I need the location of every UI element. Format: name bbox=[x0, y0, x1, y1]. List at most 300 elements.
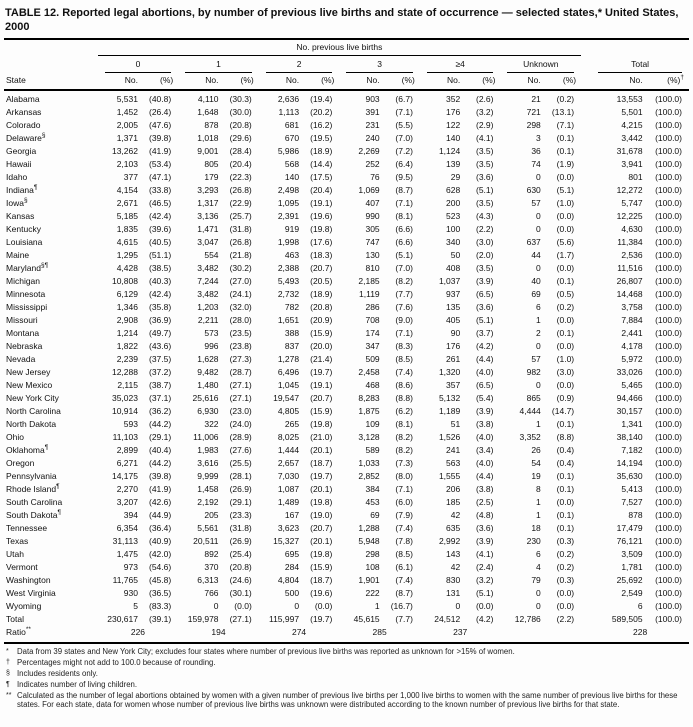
percent-cell: (19.1) bbox=[310, 380, 333, 390]
percent-cell: (30.0) bbox=[229, 107, 252, 117]
count-cell: 231 bbox=[365, 120, 380, 130]
count-cell: 695 bbox=[284, 549, 300, 559]
count-cell: 830 bbox=[446, 575, 461, 585]
pct-header: (%) bbox=[465, 73, 500, 90]
percent-cell: (100.0) bbox=[655, 341, 682, 351]
percent-cell: (20.9) bbox=[310, 315, 333, 325]
column-gap bbox=[581, 392, 591, 405]
percent-cell: (9.5) bbox=[395, 172, 413, 182]
percent-cell: (4.3) bbox=[475, 211, 494, 221]
footnote-marker: ** bbox=[6, 691, 12, 699]
percent-cell: (42.0) bbox=[149, 549, 172, 559]
state-name: New York City bbox=[6, 393, 59, 403]
footnote-mark: § bbox=[23, 197, 28, 205]
count-cell: 1,320 bbox=[438, 367, 461, 377]
count-cell: 122 bbox=[446, 120, 461, 130]
percent-cell: (20.1) bbox=[310, 536, 333, 546]
percent-cell: (28.9) bbox=[229, 432, 252, 442]
percent-cell: (20.7) bbox=[310, 523, 333, 533]
percent-cell: (39.8) bbox=[149, 133, 172, 143]
footnote-mark: ** bbox=[25, 626, 31, 634]
count-cell: 5,413 bbox=[621, 484, 643, 494]
percent-cell: (6.5) bbox=[475, 380, 494, 390]
percent-cell: (40.5) bbox=[149, 237, 172, 247]
count-cell: 370 bbox=[204, 562, 219, 572]
count-cell: 69 bbox=[531, 289, 541, 299]
count-cell: 394 bbox=[123, 510, 138, 520]
count-cell: 26 bbox=[531, 445, 541, 455]
percent-cell: (100.0) bbox=[655, 575, 682, 585]
count-cell: 176 bbox=[446, 107, 461, 117]
sub-header-row bbox=[4, 73, 689, 90]
table-row bbox=[4, 366, 689, 379]
count-cell: 0 bbox=[536, 341, 541, 351]
ratio-label: Ratio** bbox=[4, 626, 98, 643]
percent-cell: (7.6) bbox=[395, 302, 413, 312]
footnote-text: Percentages might not add to 100.0 because of rounding. bbox=[17, 657, 216, 667]
percent-cell: (19.6) bbox=[310, 211, 333, 221]
footnote-mark: ¶ bbox=[57, 509, 62, 517]
percent-cell: (7.9) bbox=[395, 510, 413, 520]
percent-cell: (1.0) bbox=[556, 354, 575, 364]
percent-cell: (24.6) bbox=[229, 575, 252, 585]
count-cell: 76,121 bbox=[616, 536, 643, 546]
percent-cell: (0.0) bbox=[556, 380, 575, 390]
percent-cell: (32.0) bbox=[229, 302, 252, 312]
column-gap bbox=[581, 73, 591, 90]
count-cell: 357 bbox=[446, 380, 461, 390]
count-cell: 3,941 bbox=[621, 159, 643, 169]
column-gap bbox=[581, 301, 591, 314]
percent-cell: (100.0) bbox=[655, 107, 682, 117]
no-header: No. bbox=[259, 73, 304, 90]
table-row bbox=[4, 223, 689, 236]
count-cell: 1,444 bbox=[277, 445, 300, 455]
dagger-footnote-mark: † bbox=[680, 74, 684, 82]
table-row bbox=[4, 106, 689, 119]
percent-cell: (15.9) bbox=[310, 562, 333, 572]
percent-cell: (0.0) bbox=[556, 341, 575, 351]
count-cell: 1,526 bbox=[438, 432, 461, 442]
percent-cell: (8.5) bbox=[395, 549, 413, 559]
count-cell: 2,388 bbox=[277, 263, 300, 273]
footnote-marker: * bbox=[6, 648, 9, 655]
state-name: Ohio bbox=[6, 432, 24, 442]
count-cell: 388 bbox=[284, 328, 300, 338]
count-cell: 140 bbox=[284, 172, 300, 182]
count-cell: 589,505 bbox=[611, 614, 643, 624]
count-cell: 8,283 bbox=[358, 393, 380, 403]
count-cell: 10,914 bbox=[111, 406, 138, 416]
percent-cell: (26.8) bbox=[229, 185, 252, 195]
percent-cell: (100.0) bbox=[655, 185, 682, 195]
state-name: Oregon bbox=[6, 458, 35, 468]
count-cell: 930 bbox=[123, 588, 138, 598]
count-cell: 0 bbox=[213, 601, 219, 611]
percent-cell: (24.0) bbox=[229, 419, 252, 429]
percent-cell: (16.7) bbox=[390, 601, 413, 611]
total-col-spacer bbox=[591, 39, 689, 56]
count-cell: 593 bbox=[123, 419, 138, 429]
percent-cell: (6.2) bbox=[395, 406, 413, 416]
count-cell: 1,875 bbox=[358, 406, 380, 416]
no-header: No. bbox=[420, 73, 465, 90]
percent-cell: (8.2) bbox=[395, 276, 413, 286]
footnote-marker: ¶ bbox=[6, 680, 10, 688]
percent-cell: (46.5) bbox=[149, 198, 172, 208]
percent-cell: (39.6) bbox=[149, 224, 172, 234]
table-row bbox=[4, 522, 689, 535]
no-header: No. bbox=[591, 73, 647, 90]
percent-cell: (18.9) bbox=[310, 146, 333, 156]
state-name: Rhode Island¶ bbox=[6, 483, 60, 494]
count-cell: 35,023 bbox=[111, 393, 138, 403]
count-cell: 12,272 bbox=[616, 185, 643, 195]
percent-cell: (0.5) bbox=[556, 289, 575, 299]
footnote-residents bbox=[4, 669, 689, 678]
footnote-mark: ¶ bbox=[56, 483, 60, 491]
percent-cell: (27.3) bbox=[229, 354, 252, 364]
percent-cell: (0.0) bbox=[556, 588, 575, 598]
table-row bbox=[4, 171, 689, 184]
count-cell: 2,536 bbox=[621, 250, 643, 260]
percent-cell: (40.8) bbox=[149, 94, 172, 104]
percent-cell: (19.7) bbox=[310, 471, 333, 481]
count-cell: 25,692 bbox=[616, 575, 643, 585]
state-name: Vermont bbox=[6, 562, 38, 572]
percent-cell: (23.8) bbox=[229, 341, 252, 351]
count-cell: 2,498 bbox=[277, 185, 300, 195]
count-cell: 1,983 bbox=[197, 445, 219, 455]
percent-cell: (2.2) bbox=[556, 614, 575, 624]
count-cell: 463 bbox=[284, 250, 300, 260]
count-cell: 1,037 bbox=[438, 276, 461, 286]
percent-cell: (19.6) bbox=[310, 588, 333, 598]
group-header-0 bbox=[98, 56, 179, 74]
count-cell: 2,458 bbox=[358, 367, 380, 377]
percent-cell: (2.0) bbox=[475, 250, 494, 260]
percent-cell: (4.0) bbox=[475, 367, 494, 377]
state-name: Wyoming bbox=[6, 601, 42, 611]
count-cell: 135 bbox=[446, 302, 461, 312]
percent-cell: (28.4) bbox=[229, 146, 252, 156]
count-cell: 12,786 bbox=[514, 614, 541, 624]
column-gap bbox=[581, 600, 591, 613]
percent-cell: (19.7) bbox=[310, 614, 333, 624]
state-name: Utah bbox=[6, 549, 24, 559]
footnote-living-children bbox=[4, 680, 689, 689]
percent-cell: (5.1) bbox=[556, 185, 575, 195]
percent-cell: (0.1) bbox=[556, 419, 575, 429]
percent-cell: (100.0) bbox=[655, 250, 682, 260]
percent-cell: (0.0) bbox=[556, 601, 575, 611]
percent-cell: (17.5) bbox=[310, 172, 333, 182]
count-cell: 903 bbox=[365, 94, 380, 104]
count-cell: 1,095 bbox=[277, 198, 300, 208]
table-row bbox=[4, 132, 689, 145]
percent-cell: (19.8) bbox=[310, 224, 333, 234]
count-cell: 637 bbox=[526, 237, 541, 247]
count-cell: 2,732 bbox=[277, 289, 300, 299]
no-header: No. bbox=[500, 73, 545, 90]
count-cell: 468 bbox=[365, 380, 380, 390]
count-cell: 298 bbox=[365, 549, 380, 559]
state-name: North Dakota bbox=[6, 419, 57, 429]
column-gap bbox=[581, 132, 591, 145]
count-cell: 241 bbox=[446, 445, 461, 455]
table-row bbox=[4, 509, 689, 522]
count-cell: 4 bbox=[536, 562, 541, 572]
no-header: No. bbox=[98, 73, 143, 90]
percent-cell: (30.2) bbox=[229, 263, 252, 273]
ratio-cell bbox=[500, 626, 581, 643]
state-name: Michigan bbox=[6, 276, 41, 286]
count-cell: 29 bbox=[450, 172, 461, 182]
count-cell: 159,978 bbox=[187, 614, 219, 624]
count-cell: 1,471 bbox=[197, 224, 219, 234]
footnote-mark: §¶ bbox=[40, 262, 49, 270]
count-cell: 1,489 bbox=[277, 497, 300, 507]
count-cell: 2,185 bbox=[358, 276, 380, 286]
percent-cell: (0.1) bbox=[556, 510, 575, 520]
count-cell: 721 bbox=[526, 107, 541, 117]
table-row bbox=[4, 483, 689, 496]
count-cell: 3,616 bbox=[197, 458, 219, 468]
state-name: Kentucky bbox=[6, 224, 41, 234]
percent-cell: (0.0) bbox=[556, 315, 575, 325]
count-cell: 322 bbox=[204, 419, 219, 429]
count-cell: 8,025 bbox=[277, 432, 300, 442]
group-header-1 bbox=[178, 56, 259, 74]
count-cell: 35,630 bbox=[616, 471, 643, 481]
percent-cell: (35.8) bbox=[149, 302, 172, 312]
count-cell: 109 bbox=[365, 419, 380, 429]
count-cell: 131 bbox=[446, 588, 461, 598]
percent-cell: (47.1) bbox=[149, 172, 172, 182]
column-gap bbox=[581, 56, 591, 74]
no-header: No. bbox=[339, 73, 384, 90]
count-cell: 74 bbox=[531, 159, 541, 169]
percent-cell: (8.6) bbox=[395, 380, 413, 390]
state-name: Nevada bbox=[6, 354, 36, 364]
table-row bbox=[4, 418, 689, 431]
percent-cell: (3.6) bbox=[475, 172, 494, 182]
percent-cell: (36.5) bbox=[149, 588, 172, 598]
column-gap bbox=[581, 509, 591, 522]
count-cell: 174 bbox=[365, 328, 380, 338]
total-row bbox=[4, 613, 689, 626]
percent-cell: (7.2) bbox=[395, 146, 413, 156]
percent-cell: (13.1) bbox=[551, 107, 575, 117]
column-gap bbox=[581, 314, 591, 327]
span-header-row bbox=[4, 39, 689, 56]
count-cell: 200 bbox=[446, 198, 461, 208]
count-cell: 100 bbox=[446, 224, 461, 234]
count-cell: 973 bbox=[123, 562, 138, 572]
table-row bbox=[4, 561, 689, 574]
percent-cell: (100.0) bbox=[655, 549, 682, 559]
ratio-cell: 274 bbox=[259, 626, 340, 643]
count-cell: 5,493 bbox=[277, 276, 300, 286]
percent-cell: (5.1) bbox=[475, 185, 494, 195]
column-gap bbox=[581, 548, 591, 561]
count-cell: 2,657 bbox=[277, 458, 300, 468]
state-name: South Dakota¶ bbox=[6, 509, 62, 520]
count-cell: 2,441 bbox=[621, 328, 643, 338]
count-cell: 2,899 bbox=[116, 445, 138, 455]
table-row bbox=[4, 184, 689, 197]
count-cell: 12,288 bbox=[111, 367, 138, 377]
percent-cell: (38.7) bbox=[149, 380, 172, 390]
count-cell: 523 bbox=[446, 211, 461, 221]
count-cell: 407 bbox=[365, 198, 380, 208]
percent-cell: (21.8) bbox=[229, 250, 252, 260]
percent-cell: (100.0) bbox=[655, 315, 682, 325]
table-row bbox=[4, 275, 689, 288]
state-name: Nebraska bbox=[6, 341, 43, 351]
group-label: Unknown bbox=[507, 58, 574, 73]
count-cell: 408 bbox=[446, 263, 461, 273]
state-name: Montana bbox=[6, 328, 40, 338]
footnote-text: Calculated as the number of legal abortions obtained by women with a given number of previous live births per 1,000 live births to women with the same number of previous live births for these states. For each state, data for women whose number of previous live births was unknown were distributed according to the known number of previous live births for that state. bbox=[17, 690, 678, 710]
percent-cell: (26.4) bbox=[149, 107, 172, 117]
count-cell: 2,391 bbox=[277, 211, 300, 221]
percent-cell: (100.0) bbox=[655, 237, 682, 247]
count-cell: 19,547 bbox=[273, 393, 300, 403]
count-cell: 1,998 bbox=[277, 237, 300, 247]
count-cell: 13,262 bbox=[111, 146, 138, 156]
count-cell: 5,465 bbox=[621, 380, 643, 390]
count-cell: 670 bbox=[284, 133, 300, 143]
percent-cell: (7.4) bbox=[395, 367, 413, 377]
percent-cell: (0.4) bbox=[556, 445, 575, 455]
percent-cell: (100.0) bbox=[655, 159, 682, 169]
count-cell: 982 bbox=[526, 367, 541, 377]
percent-cell: (20.8) bbox=[229, 562, 252, 572]
ratio-cell: 226 bbox=[98, 626, 179, 643]
column-gap bbox=[581, 171, 591, 184]
count-cell: 2,115 bbox=[117, 380, 138, 390]
column-gap bbox=[581, 535, 591, 548]
percent-cell: (27.1) bbox=[229, 380, 252, 390]
count-cell: 1,119 bbox=[359, 289, 380, 299]
percent-cell: (19.8) bbox=[310, 419, 333, 429]
count-cell: 7,182 bbox=[621, 445, 643, 455]
state-name: Oklahoma¶ bbox=[6, 444, 49, 455]
percent-cell: (3.9) bbox=[475, 276, 494, 286]
count-cell: 42 bbox=[450, 510, 461, 520]
percent-cell: (19.7) bbox=[310, 367, 333, 377]
state-name: Indiana¶ bbox=[6, 184, 38, 195]
percent-cell: (0.1) bbox=[556, 328, 575, 338]
percent-cell: (6.5) bbox=[475, 289, 494, 299]
percent-cell: (29.1) bbox=[149, 432, 172, 442]
percent-cell: (8.3) bbox=[395, 341, 413, 351]
count-cell: 6,313 bbox=[197, 575, 219, 585]
percent-cell: (18.3) bbox=[310, 250, 333, 260]
percent-cell: (25.7) bbox=[229, 211, 252, 221]
percent-cell: (38.5) bbox=[149, 263, 172, 273]
count-cell: 14,468 bbox=[616, 289, 643, 299]
count-cell: 284 bbox=[284, 562, 300, 572]
group-label: 1 bbox=[185, 58, 252, 73]
group-header-2 bbox=[259, 56, 340, 74]
percent-cell: (0.0) bbox=[556, 172, 575, 182]
percent-cell: (7.0) bbox=[395, 263, 413, 273]
percent-cell: (5.4) bbox=[475, 393, 494, 403]
percent-cell: (7.8) bbox=[395, 536, 413, 546]
percent-cell: (36.2) bbox=[149, 406, 172, 416]
column-gap bbox=[581, 327, 591, 340]
percent-cell: (100.0) bbox=[655, 146, 682, 156]
percent-cell: (22.3) bbox=[229, 172, 252, 182]
count-cell: 6 bbox=[637, 601, 643, 611]
count-cell: 51 bbox=[450, 419, 461, 429]
table-row bbox=[4, 119, 689, 132]
percent-cell: (100.0) bbox=[655, 198, 682, 208]
pct-header: (%) bbox=[304, 73, 339, 90]
table-row bbox=[4, 535, 689, 548]
percent-cell: (29.6) bbox=[229, 133, 252, 143]
group-label: 2 bbox=[266, 58, 333, 73]
percent-cell: (100.0) bbox=[655, 367, 682, 377]
state-name: Georgia bbox=[6, 146, 37, 156]
percent-cell: (6.6) bbox=[395, 224, 413, 234]
percent-cell: (6.0) bbox=[395, 497, 413, 507]
count-cell: 919 bbox=[284, 224, 300, 234]
count-cell: 6,129 bbox=[116, 289, 138, 299]
percent-cell: (19.8) bbox=[310, 497, 333, 507]
percent-cell: (20.0) bbox=[310, 341, 333, 351]
footnote-mark: ¶ bbox=[44, 444, 49, 452]
percent-cell: (100.0) bbox=[655, 484, 682, 494]
percent-cell: (31.8) bbox=[229, 224, 252, 234]
state-name: Arkansas bbox=[6, 107, 42, 117]
state-name: Maryland§¶ bbox=[6, 262, 49, 273]
state-name: Hawaii bbox=[6, 159, 32, 169]
percent-cell: (8.1) bbox=[395, 419, 413, 429]
percent-cell: (5.5) bbox=[395, 120, 413, 130]
count-cell: 1,295 bbox=[116, 250, 138, 260]
percent-cell: (3.5) bbox=[475, 263, 494, 273]
column-gap bbox=[581, 288, 591, 301]
count-cell: 11,765 bbox=[112, 575, 138, 585]
count-cell: 1,203 bbox=[197, 302, 219, 312]
count-cell: 2,269 bbox=[358, 146, 380, 156]
percent-cell: (7.0) bbox=[395, 133, 413, 143]
ratio-cell: 228 bbox=[591, 626, 689, 643]
count-cell: 4,215 bbox=[621, 120, 643, 130]
pct-header: (%) bbox=[143, 73, 178, 90]
group-header-3 bbox=[339, 56, 420, 74]
count-cell: 878 bbox=[628, 510, 643, 520]
pct-header: (%) bbox=[224, 73, 259, 90]
state-name: Missouri bbox=[6, 315, 38, 325]
table-row bbox=[4, 314, 689, 327]
percent-cell: (7.1) bbox=[395, 107, 413, 117]
percent-cell: (37.1) bbox=[149, 393, 172, 403]
state-name: Pennsylvania bbox=[6, 471, 57, 481]
count-cell: 384 bbox=[365, 484, 380, 494]
count-cell: 1,458 bbox=[197, 484, 219, 494]
count-cell: 453 bbox=[365, 497, 380, 507]
count-cell: 31,113 bbox=[112, 536, 138, 546]
count-cell: 230 bbox=[526, 536, 541, 546]
count-cell: 94,466 bbox=[616, 393, 643, 403]
footnote-text: Data from 39 states and New York City; excludes four states where number of previous live births was reported as unknown for >15% of women. bbox=[17, 647, 515, 656]
count-cell: 42 bbox=[450, 562, 461, 572]
column-gap bbox=[581, 158, 591, 171]
